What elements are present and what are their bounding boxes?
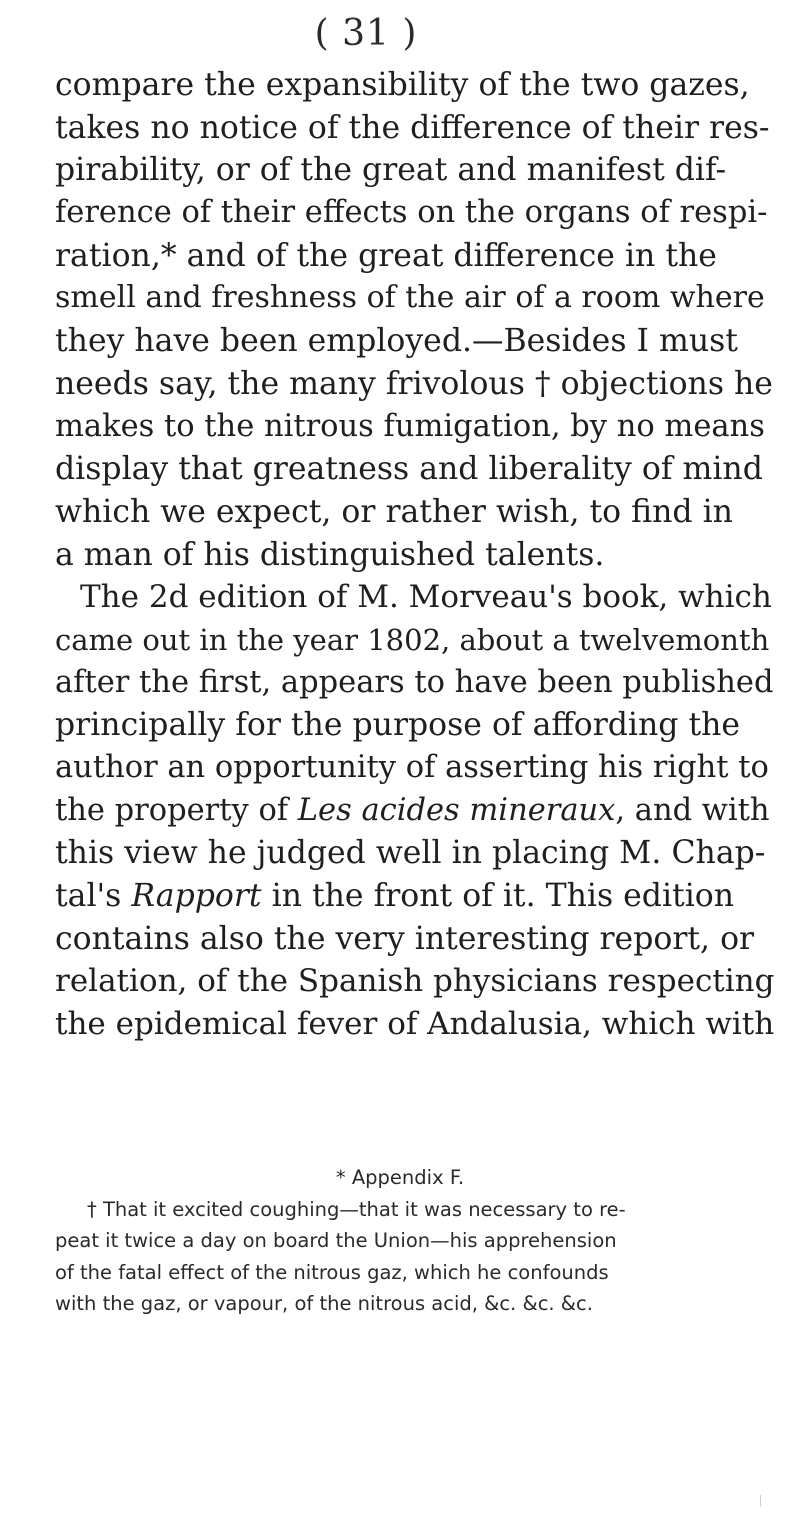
scan-artifact (760, 1495, 761, 1507)
text-line: needs say, the many frivolous † objections he (55, 365, 773, 402)
text-line: author an opportunity of asserting his right to (55, 750, 769, 785)
text-line: smell and freshness of the air of a room where (55, 280, 765, 316)
footnote-line: with the gaz, or vapour, of the nitrous acid, &c. &c. &c. (55, 1292, 593, 1315)
footnote-line: peat it twice a day on board the Union—his apprehension (55, 1229, 617, 1252)
italic-title: Les acides mineraux (297, 792, 616, 828)
footnote-line: of the fatal effect of the nitrous gaz, which he confounds (55, 1260, 609, 1284)
text-line: which we expect, or rather wish, to find in (55, 493, 733, 530)
text-line: they have been employed.—Besides I must (55, 323, 738, 360)
text-line: takes no notice of the difference of their res- (55, 109, 770, 146)
text-line: a man of his distinguished talents. (55, 536, 605, 573)
italic-title: Rapport (131, 878, 262, 915)
text-line: this view he judged well in placing M. Chap- (55, 835, 766, 872)
text-line: after the first, appears to have been published (55, 664, 774, 700)
text-line: ration,* and of the great difference in the (55, 237, 717, 274)
text-line: came out in the year 1802, about a twelvemonth (55, 622, 770, 657)
text-line: tal's Rapport in the front of it. This edition (55, 878, 735, 915)
text-line: the property of Les acides mineraux, and with (55, 792, 770, 828)
text-line: the epidemical fever of Andalusia, which with (55, 1006, 775, 1043)
text-line: relation, of the Spanish physicians respecting (55, 963, 775, 1000)
body-text (55, 64, 775, 1046)
page-number: ( 31 ) (314, 13, 418, 54)
text-line: ference of their effects on the organs of respi- (55, 195, 768, 231)
footnotes (55, 1162, 775, 1320)
text-line: principally for the purpose of affording the (55, 707, 741, 744)
text-line: pirability, or of the great and manifest dif- (55, 152, 727, 189)
paragraph-start-line: The 2d edition of M. Morveau's book, which (80, 579, 772, 616)
footnote-line: † That it excited coughing—that it was necessary to re- (87, 1197, 626, 1221)
footnote-appendix-reference: * Appendix F. (335, 1166, 465, 1189)
text-line: makes to the nitrous fumigation, by no means (55, 408, 765, 444)
text-line: contains also the very interesting report, or (55, 920, 755, 957)
text-line: display that greatness and liberality of mind (55, 451, 763, 488)
text-line: compare the expansibility of the two gazes, (55, 67, 750, 103)
